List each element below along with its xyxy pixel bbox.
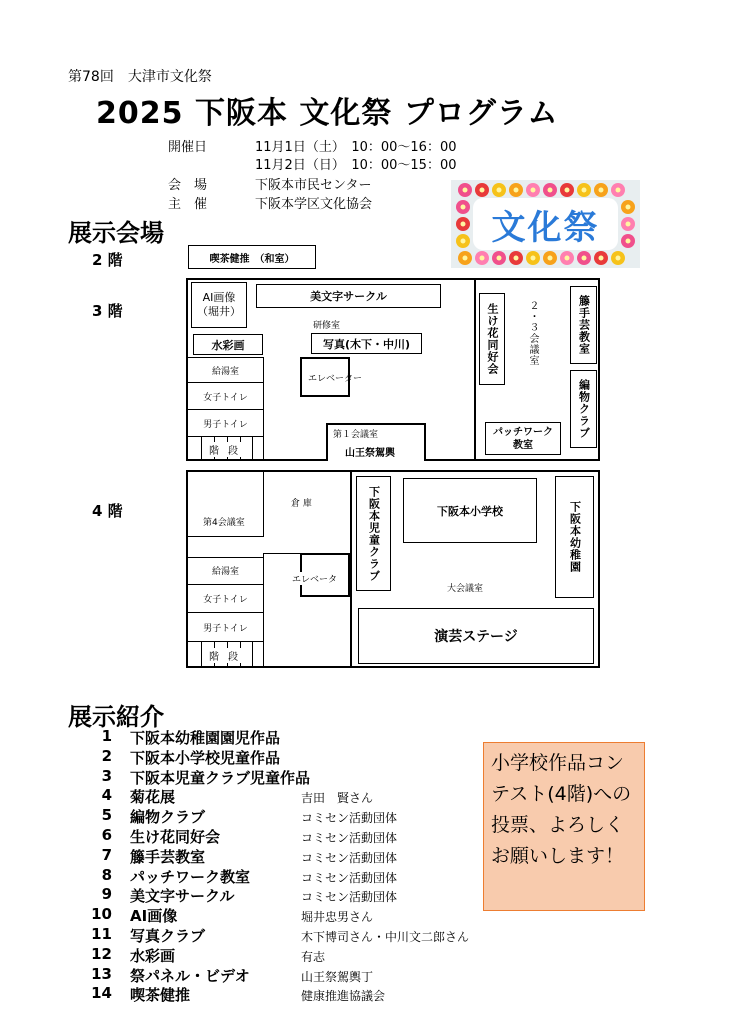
floor4-storage: 倉 庫 [291,499,312,509]
floor3-ai-image: AI画像 （堀井） [191,282,247,328]
exhibit-title: 菊花展 [130,788,176,807]
venue-value: 下阪本市民センター [255,178,372,193]
floor4-men-toilet: 男子トイレ [203,623,248,634]
floor3-calligraphy: 美文字サークル [256,284,441,308]
floor4-women-toilet: 女子トイレ [203,595,248,605]
floor2-tea-room: 喫茶健推 （和室） [188,245,316,269]
floor3-patchwork: パッチワーク 教室 [485,422,561,455]
exhibit-title: 美文字サークル [130,887,235,906]
exhibit-presenter: コミセン活動団体 [301,890,398,905]
exhibit-number: 14 [91,984,112,1003]
floor4-kindergarten: 下阪本幼稚園 [555,476,594,598]
exhibit-title: 籐手芸教室 [130,847,206,866]
exhibit-number: 6 [101,826,112,844]
floor3-ikebana: 生け花同好会 [479,293,505,385]
exhibit-number: 3 [101,766,112,785]
host-label: 主 催 [168,197,208,212]
exhibit-number: 4 [101,786,112,805]
exhibit-presenter: 山王祭駕輿丁 [301,969,374,984]
floor4-kids-club: 下阪本児童クラブ [356,476,391,591]
edition-label: 第78回 大津市文化祭 [68,69,212,85]
exhibit-presenter: 吉田 賢さん [301,791,374,806]
exhibit-presenter: 木下博司さん・中川文二郎さん [301,930,470,944]
floor4-main-hall: 大会議室 [447,584,484,594]
exhibit-presenter: コミセン活動団体 [301,850,398,865]
page-title: 2025 下阪本 文化祭 プログラム [96,96,559,131]
schedule-day2: 11月2日（日） 10：00〜15：00 [255,158,457,173]
schedule-day1: 11月1日（土） 10：00〜16：00 [255,140,457,155]
floor4-elevator: エレベータ [292,572,337,585]
floor4-kitchen: 給湯室 [211,566,239,577]
floor3-label: 3 階 [92,302,123,320]
exhibit-title: 水彩画 [130,946,176,965]
exhibit-title: 喫茶健推 [130,986,191,1005]
floor3-rattan: 籐手芸教室 [570,286,597,364]
exhibit-number: 7 [101,845,112,864]
exhibit-number: 10 [91,905,112,924]
logo-text: 文化祭 [491,207,600,248]
venue-label: 会 場 [168,178,208,193]
exhibit-title: 生け花同好会 [130,828,221,846]
exhibit-number: 12 [91,944,112,963]
exhibit-presenter: 健康推進協議会 [301,989,386,1004]
exhibit-number: 13 [91,964,112,983]
exhibit-presenter: 有志 [301,949,326,964]
bunkasai-logo [451,180,640,268]
exhibit-number: 2 [101,746,112,765]
exhibit-title: パッチワーク教室 [130,867,251,886]
exhibit-title: 下阪本幼稚園園児作品 [130,729,281,747]
floor3-stairs: 階 段 [207,442,243,457]
exhibit-title: 下阪本児童クラブ児童作品 [130,768,311,787]
exhibit-presenter: コミセン活動団体 [301,870,398,885]
exhibit-number: 1 [101,727,112,745]
floor3-kitchen: 給湯室 [211,366,239,377]
floor3-elevator: エレベーター [308,374,363,384]
floor3-watercolor: 水彩画 [193,334,263,355]
floor2-label: 2 階 [92,251,123,269]
exhibit-number: 9 [101,885,112,904]
schedule-label: 開催日 [168,140,208,155]
exhibit-hall-heading: 展示会場 [68,219,164,247]
exhibit-presenter: コミセン活動団体 [301,811,398,826]
floor3-knitting: 編物クラブ [570,370,597,448]
floor3-men-toilet: 男子トイレ [203,419,248,430]
floor4-stairs: 階 段 [207,648,243,663]
floor3-meeting1-label: 第１会議室 [333,430,379,440]
exhibit-title: 祭パネル・ビデオ [130,966,250,985]
exhibit-presenter: 堀井忠男さん [301,910,374,925]
exhibit-number: 8 [101,865,112,884]
exhibits-list [86,727,546,1007]
floor4-elementary: 下阪本小学校 [403,478,537,543]
floor4-meeting-room-4: 第4会議室 [203,518,245,528]
floor3-photo: 写真(木下・中川) [311,333,422,354]
floor4-label: 4 階 [92,502,123,520]
exhibit-title: AI画像 [130,907,178,926]
floor3-meeting23: ２・３会議室 [527,300,538,366]
host-value: 下阪本学区文化協会 [255,197,373,212]
exhibit-title: 写真クラブ [130,927,206,945]
exhibit-title: 編物クラブ [130,808,206,827]
vote-notice: 小学校作品コンテスト(4階)への投票、よろしくお願いします！ [483,742,645,911]
exhibits-heading: 展示紹介 [68,703,164,731]
floor4-stage: 演芸ステージ [358,608,594,664]
exhibit-number: 11 [91,925,112,943]
floor3-training-room: 研修室 [313,321,341,331]
exhibit-title: 下阪本小学校児童作品 [130,748,281,767]
floor3-sanno: 山王祭駕輿 [345,448,395,459]
exhibit-presenter: コミセン活動団体 [301,831,398,845]
exhibit-number: 5 [101,806,112,825]
floor3-women-toilet: 女子トイレ [203,392,248,403]
